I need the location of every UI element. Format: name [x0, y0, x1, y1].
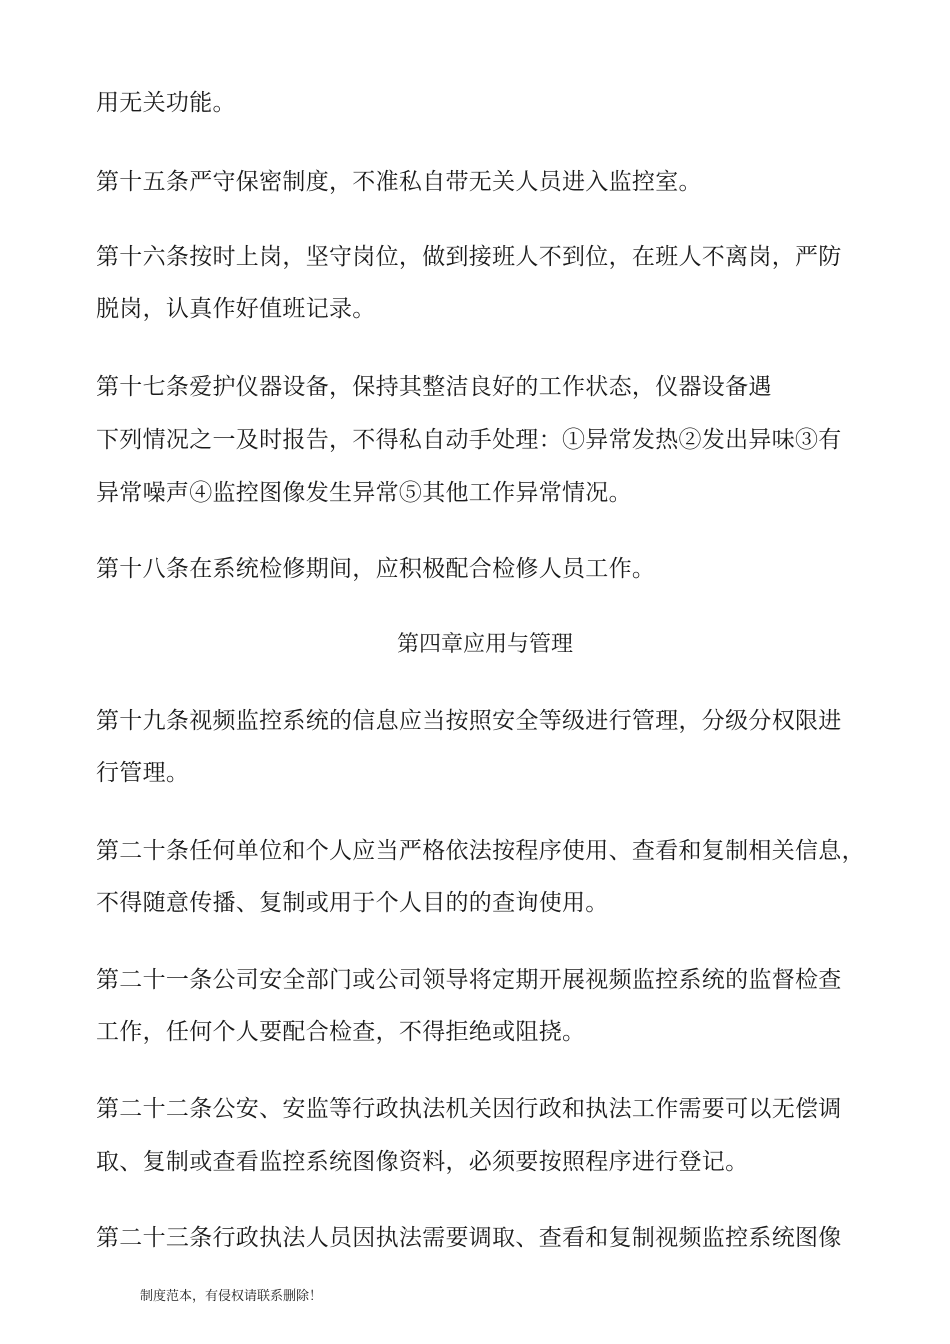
article-19: 第十九条视频监控系统的信息应当按照安全等级进行管理，分级分权限进 — [96, 708, 842, 734]
article-16: 第十六条按时上岗，坚守岗位，做到接班人不到位，在班人不离岗，严防 — [96, 244, 842, 270]
article-15: 第十五条严守保密制度，不准私自带无关人员进入监控室。 — [96, 169, 702, 195]
text-line: 用无关功能。 — [96, 90, 236, 116]
text-line: 工作，任何个人要配合检查，不得拒绝或阻挠。 — [96, 1019, 586, 1045]
article-18: 第十八条在系统检修期间，应积极配合检修人员工作。 — [96, 556, 656, 582]
article-20: 第二十条任何单位和个人应当严格依法按程序使用、查看和复制相关信息， — [96, 838, 865, 864]
text-line: 取、复制或查看监控系统图像资料，必须要按照程序进行登记。 — [96, 1149, 749, 1175]
article-21: 第二十一条公司安全部门或公司领导将定期开展视频监控系统的监督检查 — [96, 967, 842, 993]
article-17: 第十七条爱护仪器设备，保持其整洁良好的工作状态，仪器设备遇 — [96, 374, 772, 400]
chapter-heading: 第四章应用与管理 — [396, 632, 573, 657]
article-23: 第二十三条行政执法人员因执法需要调取、查看和复制视频监控系统图像 — [96, 1225, 842, 1251]
page-footer: 制度范本，有侵权请联系删除！ — [140, 1289, 323, 1304]
article-22: 第二十二条公安、安监等行政执法机关因行政和执法工作需要可以无偿调 — [96, 1096, 842, 1122]
text-line: 脱岗，认真作好值班记录。 — [96, 296, 376, 322]
text-line: 异常噪声④监控图像发生异常⑤其他工作异常情况。 — [96, 480, 632, 506]
text-line: 下列情况之一及时报告，不得私自动手处理：①异常发热②发出异味③有 — [96, 427, 842, 453]
text-line: 不得随意传播、复制或用于个人目的的查询使用。 — [96, 890, 609, 916]
text-line: 行管理。 — [96, 760, 190, 786]
